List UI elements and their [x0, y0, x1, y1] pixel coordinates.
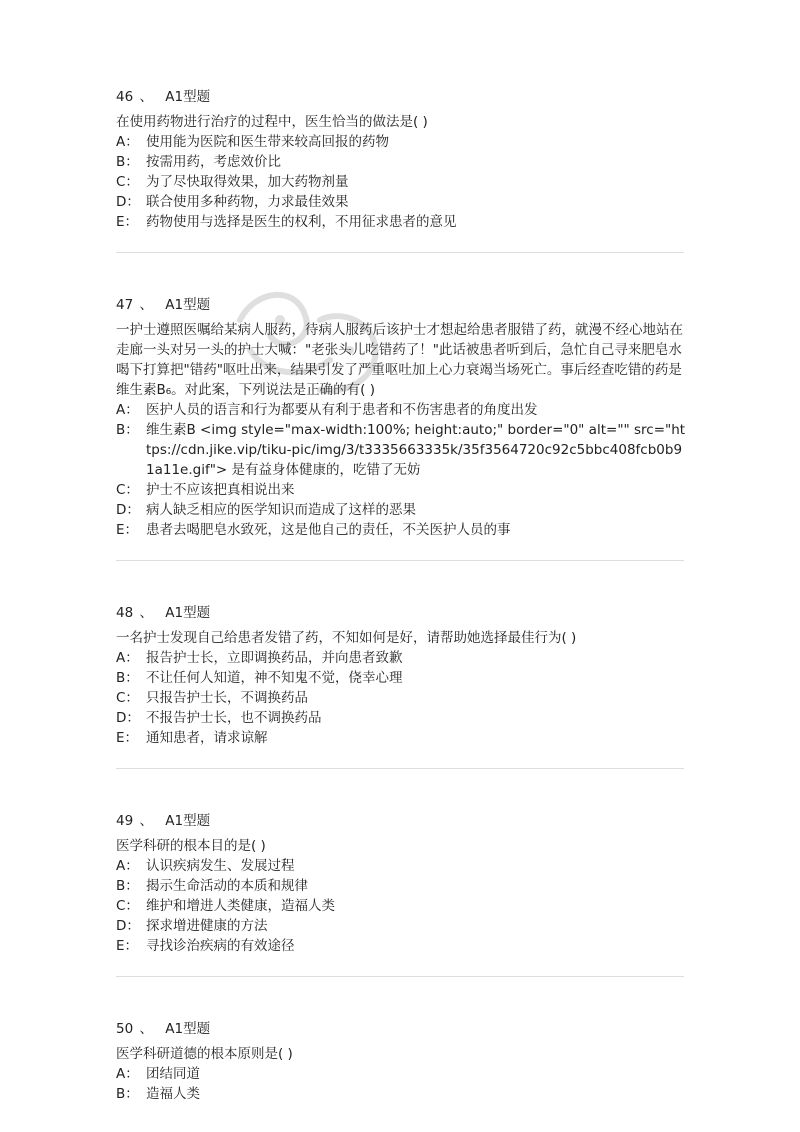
- question-separator: 、: [139, 605, 153, 621]
- option-d: [116, 916, 686, 936]
- option-key: A：: [116, 858, 139, 874]
- option-e: [116, 520, 686, 540]
- option-text: 探求增进健康的方法: [146, 918, 268, 934]
- option-b: [116, 876, 686, 896]
- option-text: 为了尽快取得效果，加大药物剂量: [146, 174, 349, 190]
- question-stem: 在使用药物进行治疗的过程中，医生恰当的做法是( ): [116, 114, 428, 130]
- option-text: 不报告护士长，也不调换药品: [146, 710, 322, 726]
- question-47: [116, 294, 686, 540]
- option-key: D：: [116, 710, 140, 726]
- question-divider: [116, 768, 684, 769]
- question-stem: 医学科研道德的根本原则是( ): [116, 1046, 293, 1062]
- option-c: [116, 688, 686, 708]
- option-d: [116, 192, 686, 212]
- question-separator: 、: [139, 1021, 153, 1037]
- option-a: [116, 648, 686, 668]
- question-number: 46: [116, 89, 134, 105]
- option-text: 认识疾病发生、发展过程: [146, 858, 295, 874]
- option-text: 寻找诊治疾病的有效途径: [146, 938, 295, 954]
- option-text: 维护和增进人类健康，造福人类: [146, 898, 335, 914]
- option-b: [116, 1084, 686, 1104]
- question-header: [116, 602, 686, 624]
- question-separator: 、: [139, 89, 153, 105]
- question-separator: 、: [139, 297, 153, 313]
- question-type: A1型题: [165, 1021, 211, 1037]
- option-text: 按需用药，考虑效价比: [146, 154, 281, 170]
- question-divider: [116, 252, 684, 253]
- option-c: [116, 896, 686, 916]
- option-a: [116, 132, 686, 152]
- question-header: [116, 810, 686, 832]
- question-divider: [116, 976, 684, 977]
- option-key: B：: [116, 670, 139, 686]
- question-type: A1型题: [165, 605, 211, 621]
- option-key: E：: [116, 214, 139, 230]
- option-text: 只报告护士长，不调换药品: [146, 690, 308, 706]
- option-text: 医护人员的语言和行为都要从有利于患者和不伤害患者的角度出发: [146, 402, 538, 418]
- option-e: [116, 212, 686, 232]
- exam-page: [116, 86, 686, 1104]
- question-type: A1型题: [165, 813, 211, 829]
- option-key: B：: [116, 422, 139, 438]
- option-key: D：: [116, 918, 140, 934]
- option-c: [116, 172, 686, 192]
- question-separator: 、: [139, 813, 153, 829]
- option-a: [116, 856, 686, 876]
- option-key: A：: [116, 402, 139, 418]
- option-key: E：: [116, 522, 139, 538]
- option-b: [116, 420, 686, 480]
- option-c: [116, 480, 686, 500]
- option-d: [116, 708, 686, 728]
- option-key: B：: [116, 154, 139, 170]
- option-text: 患者去喝肥皂水致死，这是他自己的责任，不关医护人员的事: [146, 522, 511, 538]
- question-header: [116, 294, 686, 316]
- option-key: C：: [116, 898, 139, 914]
- option-b: [116, 152, 686, 172]
- question-50: [116, 1018, 686, 1104]
- option-text: 不让任何人知道，神不知鬼不觉，侥幸心理: [146, 670, 403, 686]
- question-header: [116, 86, 686, 108]
- question-stem: 一名护士发现自己给患者发错了药，不知如何是好，请帮助她选择最佳行为( ): [116, 630, 577, 646]
- option-key: B：: [116, 1086, 139, 1102]
- question-number: 48: [116, 605, 134, 621]
- option-text: 药物使用与选择是医生的权利，不用征求患者的意见: [146, 214, 457, 230]
- option-text: 护士不应该把真相说出来: [146, 482, 295, 498]
- question-stem: 一护士遵照医嘱给某病人服药，待病人服药后该护士才想起给患者服错了药，就漫不经心地站在走廊一头对另一头的护士大喊："老张头儿吃错药了！"此话被患者听到后，急忙自己寻来肥皂水喝下打算把"错药"呕吐出来，结果引发了严重呕吐加上心力衰竭当场死亡。事后经查吃错的药是维生素B₆。对此案，下列说法是正确的有( ): [116, 322, 683, 398]
- option-key: A：: [116, 134, 139, 150]
- option-text: 团结同道: [146, 1066, 200, 1082]
- option-key: C：: [116, 690, 139, 706]
- option-key: D：: [116, 502, 140, 518]
- question-type: A1型题: [165, 297, 211, 313]
- option-key: A：: [116, 650, 139, 666]
- option-text: 联合使用多种药物，力求最佳效果: [146, 194, 349, 210]
- question-stem: 医学科研的根本目的是( ): [116, 838, 266, 854]
- question-49: [116, 810, 686, 956]
- question-divider: [116, 560, 684, 561]
- question-number: 47: [116, 297, 134, 313]
- option-text: 揭示生命活动的本质和规律: [146, 878, 308, 894]
- option-text: 维生素B <img style="max-width:100%; height:auto;" border="0" alt="" src="https://cdn.jike.vip/tiku-pic/img/3/t3335663335k/35f3564720c92c5bbc408fcb0b91a11e.gif"> 是有益身体健康的，吃错了无妨: [146, 422, 686, 478]
- option-d: [116, 500, 686, 520]
- option-key: E：: [116, 730, 139, 746]
- option-a: [116, 400, 686, 420]
- option-key: C：: [116, 482, 139, 498]
- question-number: 50: [116, 1021, 134, 1037]
- option-key: D：: [116, 194, 140, 210]
- option-text: 使用能为医院和医生带来较高回报的药物: [146, 134, 389, 150]
- question-header: [116, 1018, 686, 1040]
- option-text: 病人缺乏相应的医学知识而造成了这样的恶果: [146, 502, 416, 518]
- question-number: 49: [116, 813, 134, 829]
- question-type: A1型题: [165, 89, 211, 105]
- option-key: A：: [116, 1066, 139, 1082]
- option-text: 通知患者，请求谅解: [146, 730, 268, 746]
- option-e: [116, 728, 686, 748]
- option-text: 报告护士长，立即调换药品，并向患者致歉: [146, 650, 403, 666]
- option-a: [116, 1064, 686, 1084]
- question-46: [116, 86, 686, 232]
- option-text: 造福人类: [146, 1086, 200, 1102]
- option-b: [116, 668, 686, 688]
- option-key: B：: [116, 878, 139, 894]
- question-48: [116, 602, 686, 748]
- option-key: C：: [116, 174, 139, 190]
- option-e: [116, 936, 686, 956]
- option-key: E：: [116, 938, 139, 954]
